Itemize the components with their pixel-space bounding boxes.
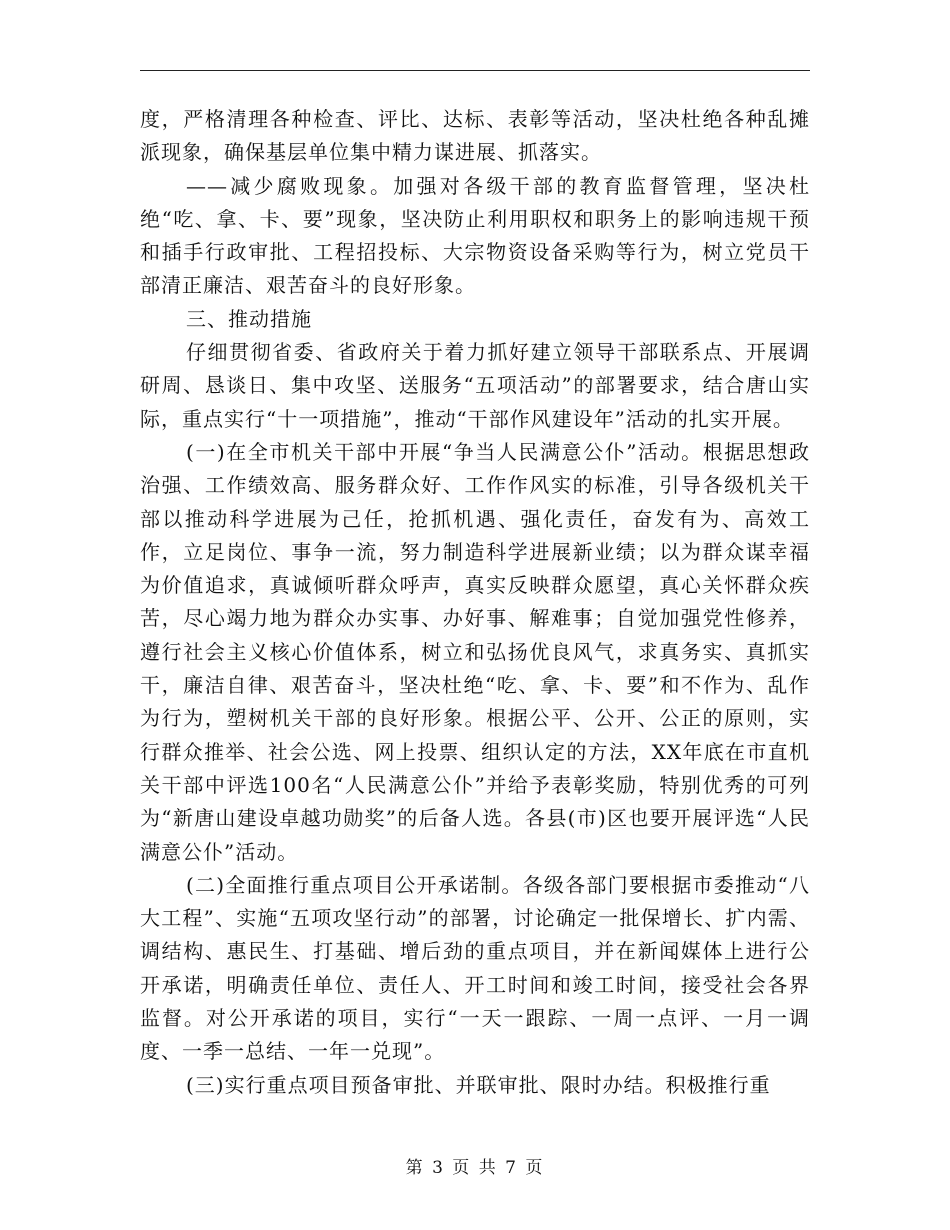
header-rule <box>140 70 810 71</box>
paragraph-4: (一)在全市机关干部中开展“争当人民满意公仆”活动。根据思想政治强、工作绩效高、服务群众好、工作作风实的标准，引导各级机关干部以推动科学进展为己任，抢抓机遇、强化责任，奋发有为、高效工作，立足岗位、事争一流，努力制造科学进展新业绩；以为群众谋幸福为价值追求，真诚倾听群众呼声，真实反映群众愿望，真心关怀群众疾苦，尽心竭力地为群众办实事、办好事、解难事；自觉加强党性修养，遵行社会主义核心价值体系，树立和弘扬优良风气，求真务实、真抓实干，廉洁自律、艰苦奋斗，坚决杜绝“吃、拿、卡、要”和不作为、乱作为行为，塑树机关干部的良好形象。根据公平、公开、公正的原则，实行群众推举、社会公选、网上投票、组织认定的方法，XX年底在市直机关干部中评选100名“人民满意公仆”并给予表彰奖励，特别优秀的可列为“新唐山建设卓越功勋奖”的后备人选。各县(市)区也要开展评选“人民满意公仆”活动。 <box>140 439 810 864</box>
page-number: 第 3 页 共 7 页 <box>405 1158 545 1178</box>
document-body <box>140 103 810 1102</box>
paragraph-1: 度，严格清理各种检查、评比、达标、表彰等活动，坚决杜绝各种乱摊派现象，确保基层单位集中精力谋进展、抓落实。 <box>140 107 810 165</box>
paragraph-6: (三)实行重点项目预备审批、并联审批、限时办结。积极推行重 <box>186 1072 771 1097</box>
paragraph-5: (二)全面推行重点项目公开承诺制。各级各部门要根据市委推动“八大工程”、实施“五项攻坚行动”的部署，讨论确定一批保增长、扩内需、调结构、惠民生、打基础、增后劲的重点项目，并在新闻媒体上进行公开承诺，明确责任单位、责任人、开工时间和竣工时间，接受社会各界监督。对公开承诺的项目，实行“一天一跟踪、一周一点评、一月一调度、一季一总结、一年一兑现”。 <box>140 872 810 1064</box>
paragraph-3: 仔细贯彻省委、省政府关于着力抓好建立领导干部联系点、开展调研周、恳谈日、集中攻坚、送服务“五项活动”的部署要求，结合唐山实际，重点实行“十一项措施”，推动“干部作风建设年”活动的扎实开展。 <box>140 340 810 431</box>
paragraph-2: ——减少腐败现象。加强对各级干部的教育监督管理，坚决杜绝“吃、拿、卡、要”现象，坚决防止利用职权和职务上的影响违规干预和插手行政审批、工程招投标、大宗物资设备采购等行为，树立党员干部清正廉洁、艰苦奋斗的良好形象。 <box>140 173 810 298</box>
section-heading: 三、推动措施 <box>186 306 312 331</box>
